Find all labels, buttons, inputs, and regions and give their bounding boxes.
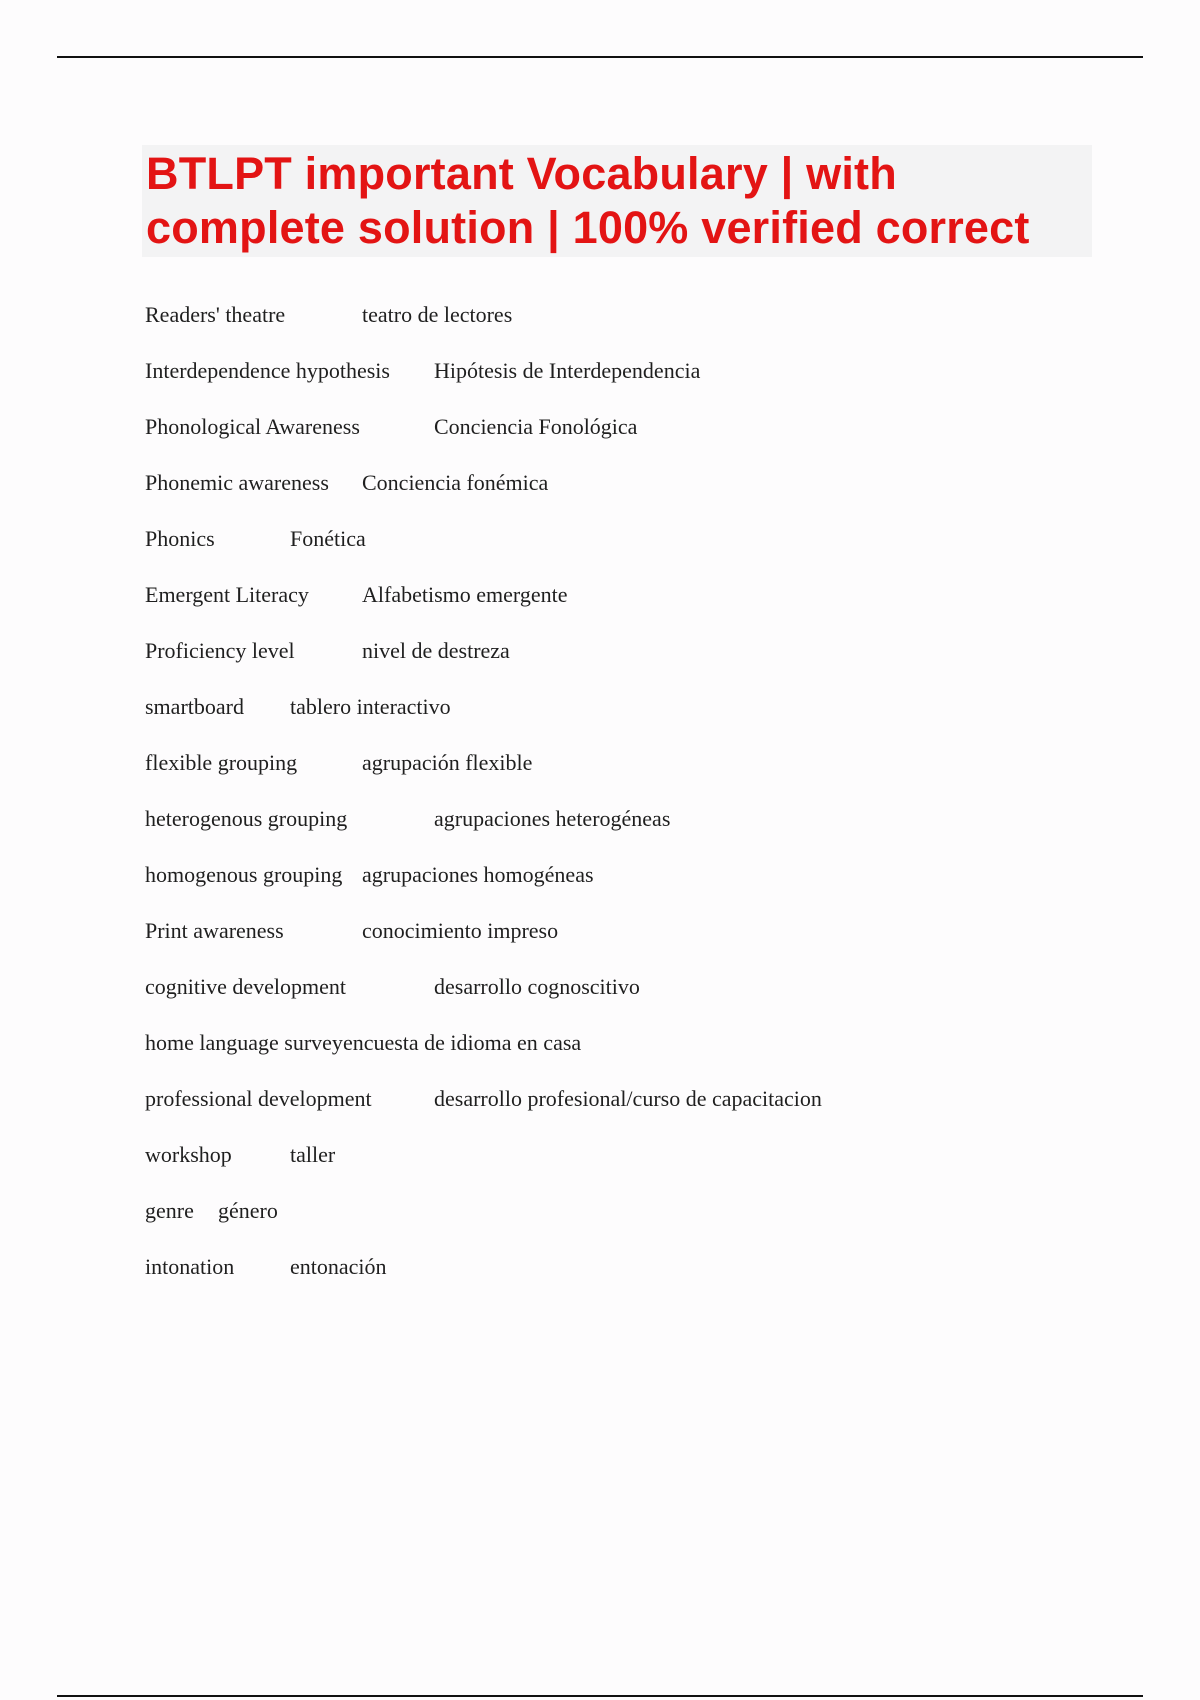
vocabulary-translation: Hipótesis de Interdependencia [434,358,701,383]
vocabulary-row [145,969,1045,1025]
vocabulary-row [145,745,1045,801]
vocabulary-term: Readers' theatre [145,302,286,327]
vocabulary-translation: Fonética [290,526,366,551]
vocabulary-translation: tablero interactivo [290,694,451,719]
vocabulary-term: Phonemic awareness [145,470,329,495]
vocabulary-term: homogenous grouping [145,862,343,887]
vocabulary-row [145,1193,1045,1249]
vocabulary-row [145,353,1045,409]
vocabulary-row [145,521,1045,577]
vocabulary-row [145,1025,1045,1081]
vocabulary-translation: conocimiento impreso [362,918,559,943]
vocabulary-term: Phonological Awareness [145,414,360,439]
vocabulary-row [145,913,1045,969]
vocabulary-term: intonation [145,1254,235,1279]
vocabulary-translation: agrupación flexible [362,750,533,775]
vocabulary-term: Emergent Literacy [145,582,309,607]
vocabulary-row [145,1249,1045,1305]
vocabulary-row [145,1081,1045,1137]
vocabulary-translation: Alfabetismo emergente [362,582,568,607]
vocabulary-row [145,801,1045,857]
vocabulary-translation: agrupaciones homogéneas [362,862,594,887]
vocabulary-row [145,409,1045,465]
vocabulary-term: cognitive development [145,974,346,999]
vocabulary-translation: nivel de destreza [362,638,510,663]
vocabulary-translation: encuesta de idioma en casa [342,1030,582,1055]
vocabulary-term: smartboard [145,694,244,719]
vocabulary-term: flexible grouping [145,750,298,775]
vocabulary-translation: Conciencia Fonológica [434,414,638,439]
vocabulary-row [145,689,1045,745]
vocabulary-translation: desarrollo profesional/curso de capacitacion [434,1086,822,1111]
vocabulary-translation: taller [290,1142,336,1167]
vocabulary-term: Interdependence hypothesis [145,358,390,383]
vocabulary-translation: género [218,1198,278,1223]
top-rule [57,56,1143,58]
vocabulary-term: heterogenous grouping [145,806,348,831]
vocabulary-term: home language survey [145,1030,343,1055]
vocabulary-translation: Conciencia fonémica [362,470,549,495]
vocabulary-term: Phonics [145,526,215,551]
vocabulary-term: professional development [145,1086,372,1111]
vocabulary-term: workshop [145,1142,232,1167]
vocabulary-row [145,577,1045,633]
vocabulary-translation: desarrollo cognoscitivo [434,974,640,999]
vocabulary-row [145,633,1045,689]
vocabulary-term: Proficiency level [145,638,295,663]
document-title: BTLPT important Vocabulary | with complete solution | 100% verified correct [146,148,1030,253]
vocabulary-term: genre [145,1198,194,1223]
bottom-rule [57,1695,1143,1697]
vocabulary-translation: teatro de lectores [362,302,513,327]
vocabulary-translation: agrupaciones heterogéneas [434,806,671,831]
vocabulary-row [145,465,1045,521]
vocabulary-list [145,297,1045,1305]
vocabulary-row [145,297,1045,353]
vocabulary-row [145,857,1045,913]
vocabulary-translation: entonación [290,1254,387,1279]
vocabulary-row [145,1137,1045,1193]
vocabulary-term: Print awareness [145,918,284,943]
title-block [142,145,1092,257]
